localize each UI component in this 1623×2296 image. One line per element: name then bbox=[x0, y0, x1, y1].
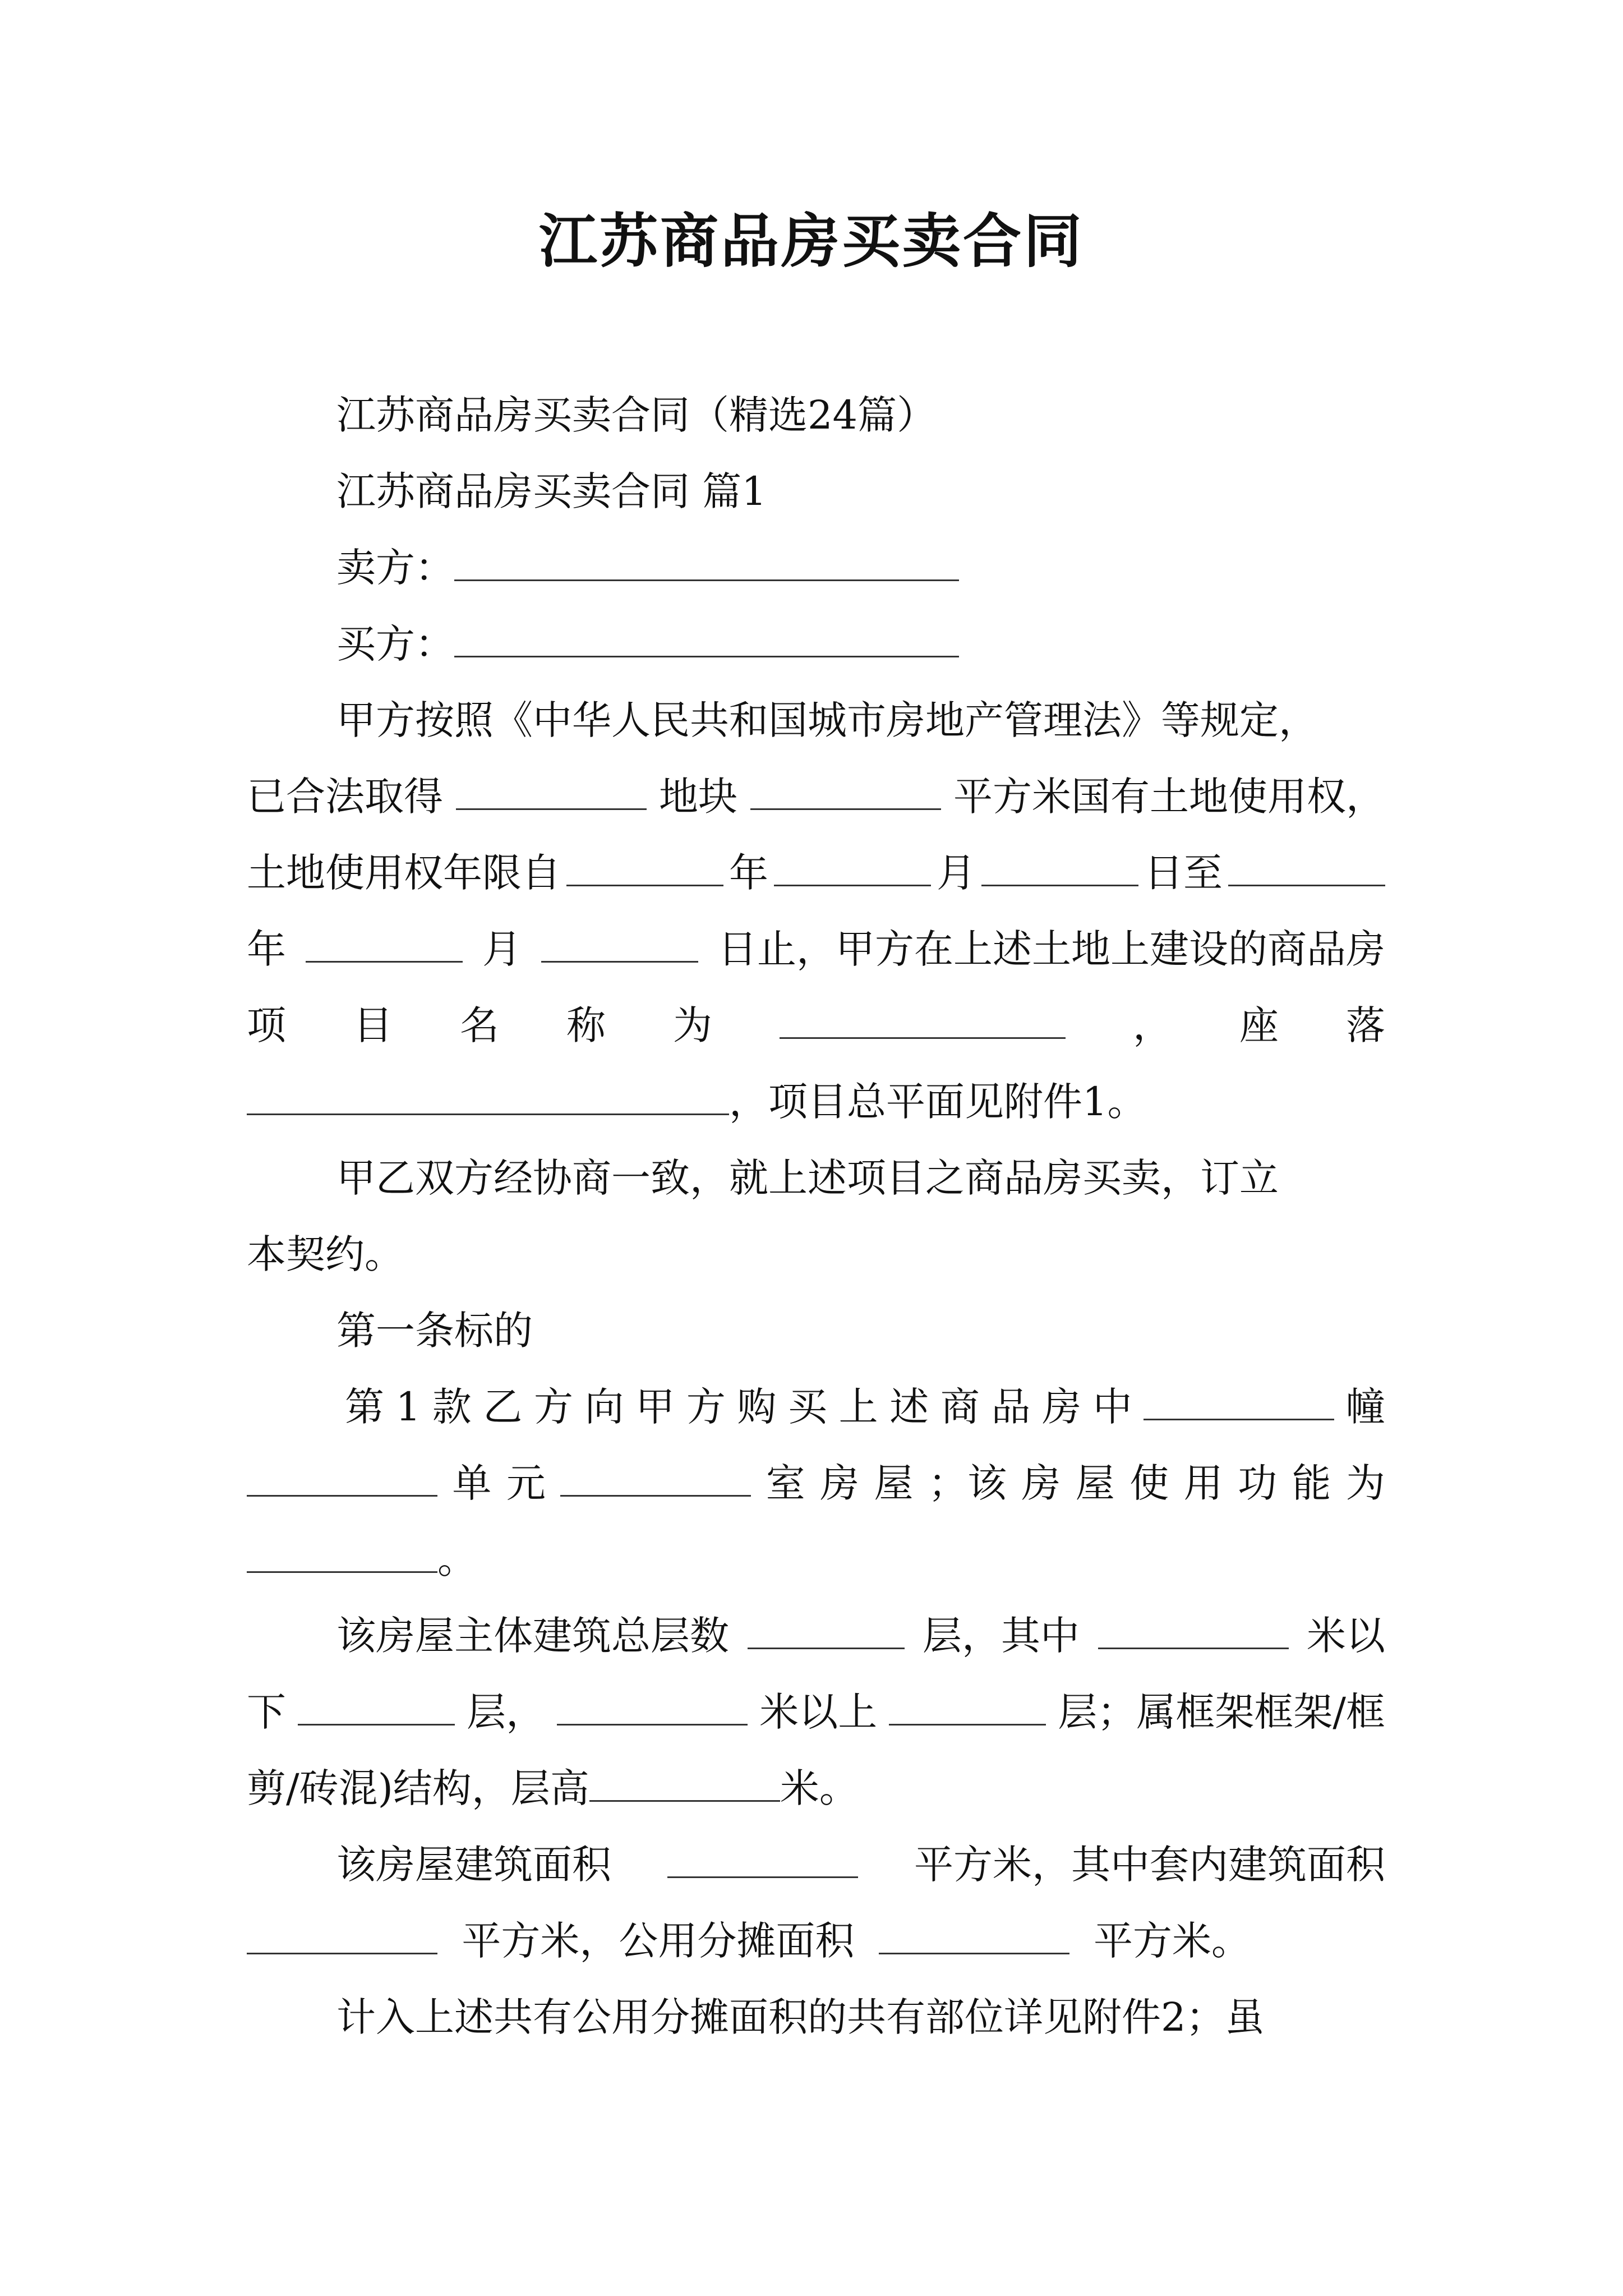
blank-field[interactable] bbox=[750, 769, 941, 810]
blank-field[interactable] bbox=[667, 1837, 858, 1878]
blank-field[interactable] bbox=[560, 1456, 751, 1497]
blank-field[interactable] bbox=[456, 769, 647, 810]
paragraph-line: 该房屋建筑面积 平方米，其中套内建筑面积 bbox=[336, 1837, 1385, 1893]
paragraph-line: 年 月 日止，甲方在上述土地上建设的商品房 bbox=[247, 921, 1385, 977]
blank-field[interactable] bbox=[566, 845, 723, 886]
paragraph-line: 。 bbox=[247, 1531, 1385, 1588]
blank-field[interactable] bbox=[889, 1685, 1046, 1726]
paragraph-line: 项 目 名 称 为 ， 座 落 bbox=[247, 997, 1385, 1053]
paragraph-heading: 江苏商品房买卖合同 篇1 bbox=[336, 468, 767, 514]
paragraph-line: 计入上述共有公用分摊面积的共有部位详见附件2；虽 bbox=[336, 1994, 1265, 2040]
paragraph-buyer: 买方： bbox=[336, 616, 1385, 672]
blank-field[interactable] bbox=[247, 1456, 437, 1497]
blank-field[interactable] bbox=[981, 845, 1138, 886]
blank-field[interactable] bbox=[247, 1532, 437, 1573]
blank-field[interactable] bbox=[1098, 1608, 1289, 1649]
paragraph-line: 剪/砖混)结构，层高 米。 bbox=[247, 1760, 1385, 1816]
blank-field[interactable] bbox=[306, 922, 463, 963]
blank-field[interactable] bbox=[247, 1913, 437, 1954]
blank-field[interactable] bbox=[879, 1913, 1069, 1954]
blank-field[interactable] bbox=[541, 922, 698, 963]
paragraph-line: 第 1 款 乙 方 向 甲 方 购 买 上 述 商 品 房 中 幢 bbox=[345, 1379, 1385, 1435]
paragraph-subtitle: 江苏商品房买卖合同（精选24篇） bbox=[336, 392, 937, 438]
blank-field[interactable] bbox=[1144, 1379, 1334, 1420]
paragraph-line: 已合法取得 地块 平方米国有土地使用权， bbox=[247, 769, 1385, 825]
paragraph-seller: 卖方： bbox=[336, 540, 1385, 596]
blank-field[interactable] bbox=[780, 998, 1066, 1039]
paragraph-line: 本契约。 bbox=[247, 1231, 404, 1277]
blank-field[interactable] bbox=[454, 540, 959, 581]
section-heading: 第一条标的 bbox=[336, 1308, 533, 1354]
blank-field[interactable] bbox=[454, 616, 959, 657]
paragraph-line: 甲乙双方经协商一致，就上述项目之商品房买卖，订立 bbox=[336, 1155, 1279, 1201]
paragraph-line: 甲方按照《中华人民共和国城市房地产管理法》等规定， bbox=[336, 697, 1318, 743]
paragraph-line: 平方米，公用分摊面积 平方米。 bbox=[247, 1913, 1251, 1969]
blank-field[interactable] bbox=[1228, 845, 1385, 886]
paragraph-line: 土地使用权年限自 年 月 日至 bbox=[247, 845, 1385, 901]
paragraph-line: 该房屋主体建筑总层数 层，其中 米以 bbox=[336, 1608, 1385, 1664]
paragraph-line: 单 元 室 房 屋 ；该 房 屋 使 用 功 能 为 bbox=[247, 1455, 1385, 1511]
blank-field[interactable] bbox=[589, 1761, 780, 1802]
blank-field[interactable] bbox=[247, 1074, 729, 1115]
blank-field[interactable] bbox=[298, 1685, 455, 1726]
blank-field[interactable] bbox=[557, 1685, 748, 1726]
blank-field[interactable] bbox=[774, 845, 931, 886]
document-title: 江苏商品房买卖合同 bbox=[538, 206, 1084, 275]
paragraph-line: ，项目总平面见附件1。 bbox=[247, 1074, 1385, 1130]
blank-field[interactable] bbox=[748, 1608, 905, 1649]
paragraph-line: 下 层， 米以上 层；属框架框架/框 bbox=[247, 1684, 1385, 1740]
